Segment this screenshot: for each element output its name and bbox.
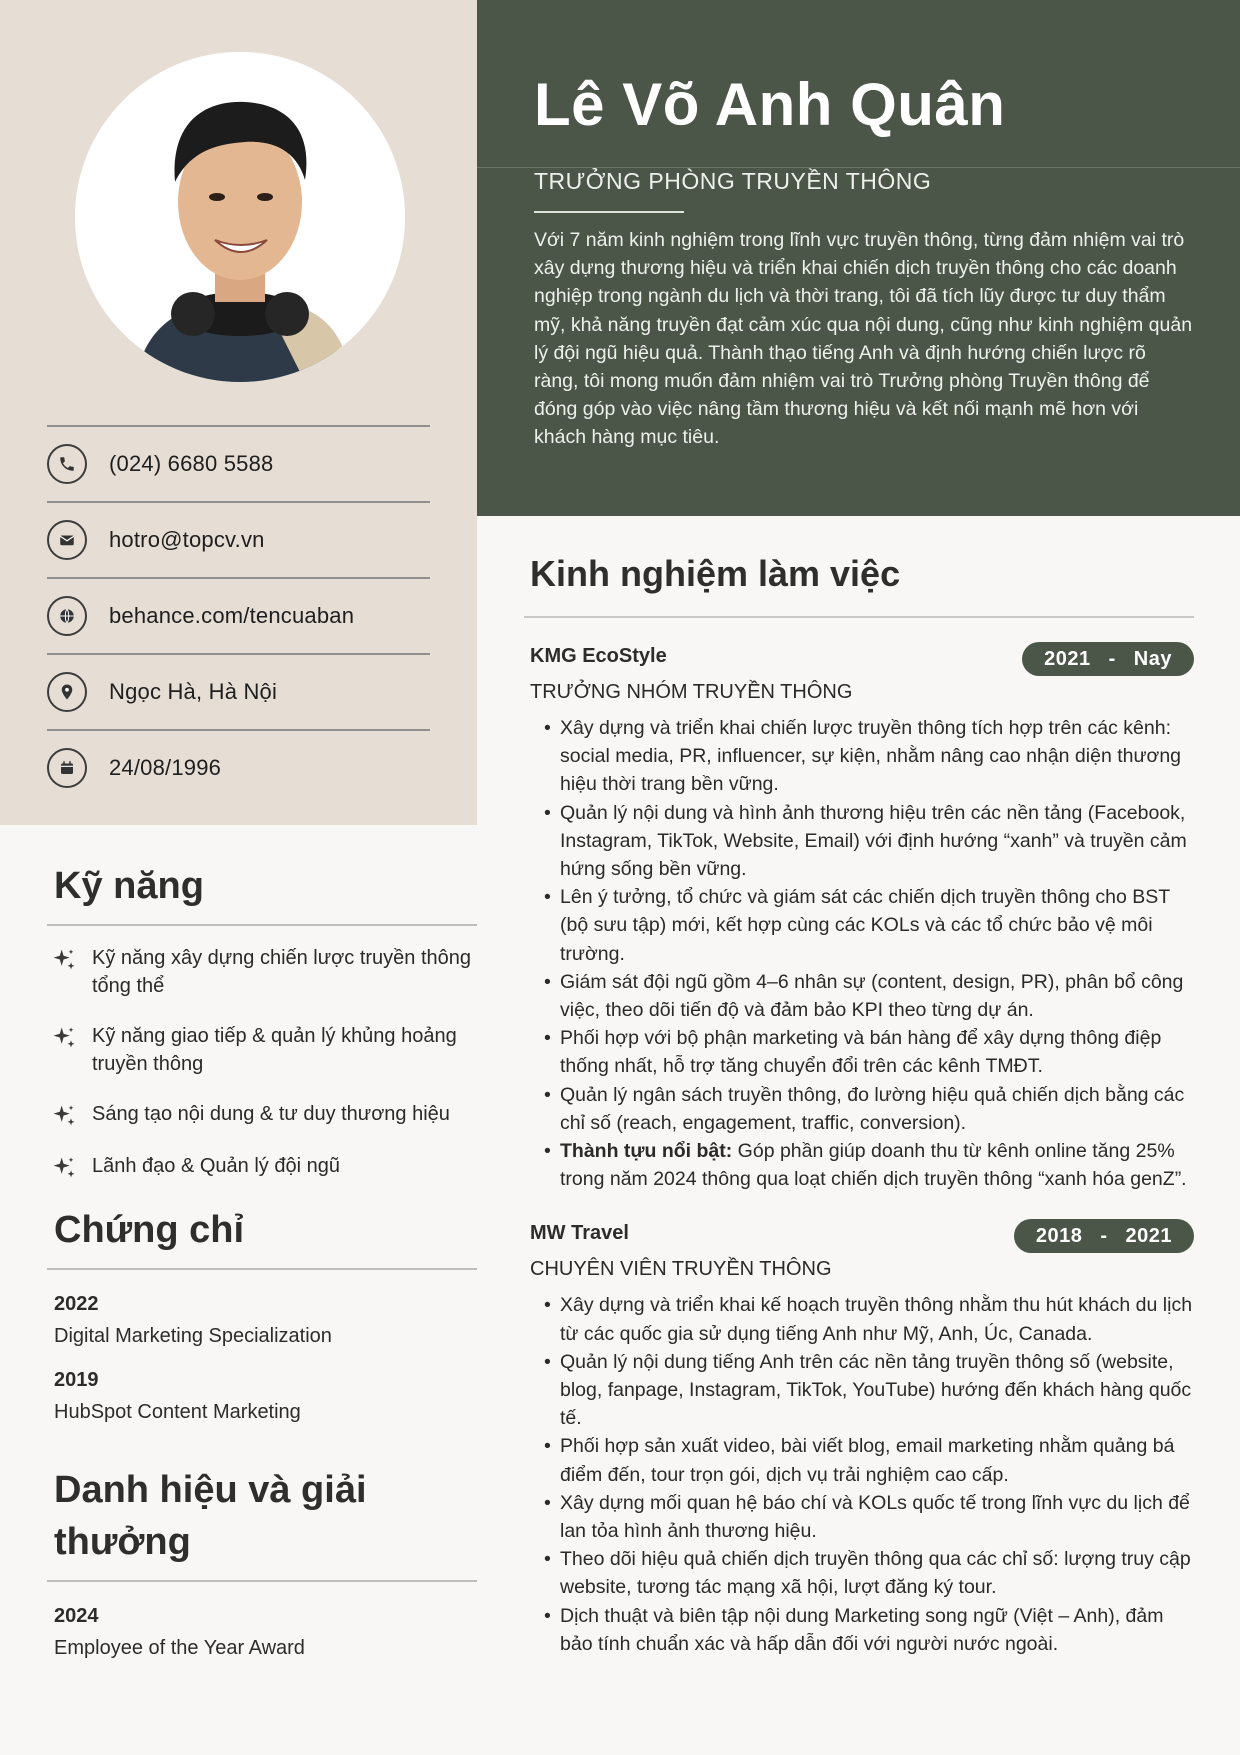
job-title: TRƯỞNG PHÒNG TRUYỀN THÔNG — [534, 168, 932, 194]
job-bullet: • Xây dựng mối quan hệ báo chí và KOLs quốc tế trong lĩnh vực du lịch để lan tỏa hình ảnh thương hiệu. — [560, 1489, 1194, 1545]
job-title-underline — [534, 211, 684, 213]
skills-section — [47, 860, 477, 1182]
job-bullet: • Quản lý nội dung và hình ảnh thương hiệu trên các nền tảng (Facebook, Instagram, TikTok, Website, Email) với định hướng “xanh” và truyền cảm hứng sống bền vững. — [560, 799, 1194, 884]
certificate-year: 2019 — [54, 1369, 99, 1391]
job-start: 2021 — [1044, 647, 1091, 670]
candidate-name: Lê Võ Anh Quân — [534, 71, 1006, 138]
phone-text: (024) 6680 5588 — [109, 451, 274, 476]
highlight-label: Thành tựu nổi bật: — [560, 1140, 733, 1163]
contact-website — [47, 577, 430, 653]
contact-list — [47, 425, 430, 805]
skills-divider — [47, 924, 477, 926]
job-bullet: • Phối hợp sản xuất video, bài viết blog, email marketing nhằm quảng bá điểm đến, tour trọn gói, dịch vụ trải nghiệm cao cấp. — [560, 1432, 1194, 1488]
contact-phone — [47, 425, 430, 501]
profile-summary: Với 7 năm kinh nghiệm trong lĩnh vực truyền thông, từng đảm nhiệm vai trò xây dựng thương hiệu và triển khai chiến dịch truyền thông cho các doanh nghiệp trong ngành du lịch và thời trang, tôi đã tích lũy được tư duy thẩm mỹ, khả năng truyền đạt cảm xúc qua nội dung, cũng như kinh nghiệm quản lý đội ngũ hiệu quả. Thành thạo tiếng Anh và định hướng chiến lược rõ ràng, tôi mong muốn đảm nhiệm vai trò Trưởng phòng Truyền thông để đóng góp vào việc nâng tầm thương hiệu và kết nối mạnh mẽ hơn với khách hàng mục tiêu. — [534, 229, 1193, 449]
skill-item — [47, 1100, 477, 1130]
job-role: TRƯỞNG NHÓM TRUYỀN THÔNG — [530, 681, 853, 703]
experience-divider — [524, 616, 1194, 618]
job-entry — [524, 1219, 1194, 1658]
calendar-icon — [47, 748, 87, 788]
skill-item — [47, 1152, 477, 1182]
certificates-title: Chứng chỉ — [54, 1209, 245, 1251]
skill-item — [47, 944, 477, 1000]
job-bullet: • Phối hợp với bộ phận marketing và bán hàng để xây dựng thông điệp thống nhất, hỗ trợ tăng chuyển đổi trên các kênh TMĐT. — [560, 1024, 1194, 1080]
contact-email — [47, 501, 430, 577]
job-end: 2021 — [1125, 1224, 1172, 1247]
sparkle-icon — [50, 1024, 78, 1052]
job-end: Nay — [1133, 647, 1172, 670]
period-dash: - — [1108, 647, 1116, 670]
job-entry — [524, 642, 1194, 1193]
job-period-badge — [1014, 1219, 1194, 1253]
certificates-divider — [47, 1268, 477, 1270]
skills-list — [47, 944, 477, 1182]
left-sections — [47, 860, 477, 1662]
job-bullet: • Giám sát đội ngũ gồm 4–6 nhân sự (content, design, PR), phân bổ công việc, theo dõi tiến độ và đảm bảo KPI theo từng dự án. — [560, 968, 1194, 1024]
birthday-text: 24/08/1996 — [109, 755, 222, 780]
certificate-name: HubSpot Content Marketing — [54, 1401, 301, 1423]
job-bullet: • Theo dõi hiệu quả chiến dịch truyền thông qua các chỉ số: lượng truy cập website, tương tác mạng xã hội, lượt đăng ký tour. — [560, 1545, 1194, 1601]
job-company: MW Travel — [530, 1222, 629, 1245]
envelope-icon — [47, 520, 87, 560]
awards-title: Danh hiệu và giải thưởng — [54, 1469, 367, 1563]
job-bullets — [524, 1291, 1194, 1658]
skills-title: Kỹ năng — [54, 865, 204, 907]
certificate-item — [47, 1366, 477, 1426]
contact-birthday — [47, 729, 430, 805]
award-name: Employee of the Year Award — [54, 1637, 305, 1659]
job-bullet: • Quản lý ngân sách truyền thông, đo lường hiệu quả chiến dịch bằng các chỉ số (reach, engagement, traffic, conversion). — [560, 1081, 1194, 1137]
job-start: 2018 — [1035, 1224, 1083, 1247]
job-company: KMG EcoStyle — [530, 645, 667, 667]
job-bullet: • Lên ý tưởng, tổ chức và giám sát các chiến dịch truyền thông cho BST (bộ sưu tập) mới, kết hợp cùng các KOLs và các tổ chức bảo vệ môi trường. — [560, 883, 1194, 968]
location-pin-icon — [47, 672, 87, 712]
globe-icon — [47, 596, 87, 636]
certificate-year: 2022 — [54, 1293, 99, 1315]
skill-label: Lãnh đạo & Quản lý đội ngũ — [92, 1155, 340, 1177]
contact-address — [47, 653, 430, 729]
job-bullet: • Xây dựng và triển khai kế hoạch truyền thông nhằm thu hút khách du lịch từ các quốc gia sử dụng tiếng Anh như Mỹ, Anh, Úc, Canada. — [560, 1291, 1194, 1347]
certificates-section — [47, 1204, 477, 1426]
sparkle-icon — [50, 946, 78, 974]
job-bullet: • Xây dựng và triển khai chiến lược truyền thông tích hợp trên các kênh: social media, PR, influencer, sự kiện, nhằm nâng cao nhận diện thương hiệu thời trang bền vững. — [560, 714, 1194, 799]
job-bullet: • Dịch thuật và biên tập nội dung Marketing song ngữ (Việt – Anh), đảm bảo tính chuẩn xác và hấp dẫn đối với người nước ngoài. — [560, 1602, 1194, 1658]
sparkle-icon — [50, 1154, 78, 1182]
skill-label: Kỹ năng giao tiếp & quản lý khủng hoảng truyền thông — [92, 1025, 457, 1075]
experience-section — [524, 548, 1194, 1658]
award-year: 2024 — [54, 1605, 99, 1627]
skill-label: Sáng tạo nội dung & tư duy thương hiệu — [92, 1103, 450, 1125]
job-period-badge — [1022, 642, 1194, 676]
website-text: behance.com/tencuaban — [109, 603, 355, 628]
phone-icon — [47, 444, 87, 484]
sparkle-icon — [50, 1102, 78, 1130]
profile-photo — [75, 52, 405, 382]
address-text: Ngọc Hà, Hà Nội — [109, 679, 278, 704]
period-dash: - — [1100, 1224, 1108, 1247]
experience-title: Kinh nghiệm làm việc — [530, 553, 901, 594]
job-highlight — [560, 1137, 1194, 1193]
left-profile-panel — [0, 0, 477, 825]
header-panel — [477, 0, 1240, 516]
skill-item — [47, 1022, 477, 1078]
awards-divider — [47, 1580, 477, 1582]
highlight-text: Góp phần giúp doanh thu từ kênh online tăng 25% trong năm 2024 thông qua loạt chiến dịch truyền thông “xanh hóa genZ”. — [560, 1140, 1187, 1191]
email-text: hotro@topcv.vn — [109, 527, 265, 552]
job-bullet: • Quản lý nội dung tiếng Anh trên các nền tảng truyền thông số (website, blog, fanpage, Instagram, TikTok, YouTube) hướng đến khách hàng quốc tế. — [560, 1348, 1194, 1433]
award-item — [47, 1602, 477, 1662]
awards-section — [47, 1464, 477, 1662]
certificate-name: Digital Marketing Specialization — [54, 1325, 332, 1347]
job-bullets — [524, 714, 1194, 1193]
skill-label: Kỹ năng xây dựng chiến lược truyền thông tổng thể — [92, 947, 472, 997]
certificate-item — [47, 1290, 477, 1350]
job-role: CHUYÊN VIÊN TRUYỀN THÔNG — [530, 1258, 832, 1281]
